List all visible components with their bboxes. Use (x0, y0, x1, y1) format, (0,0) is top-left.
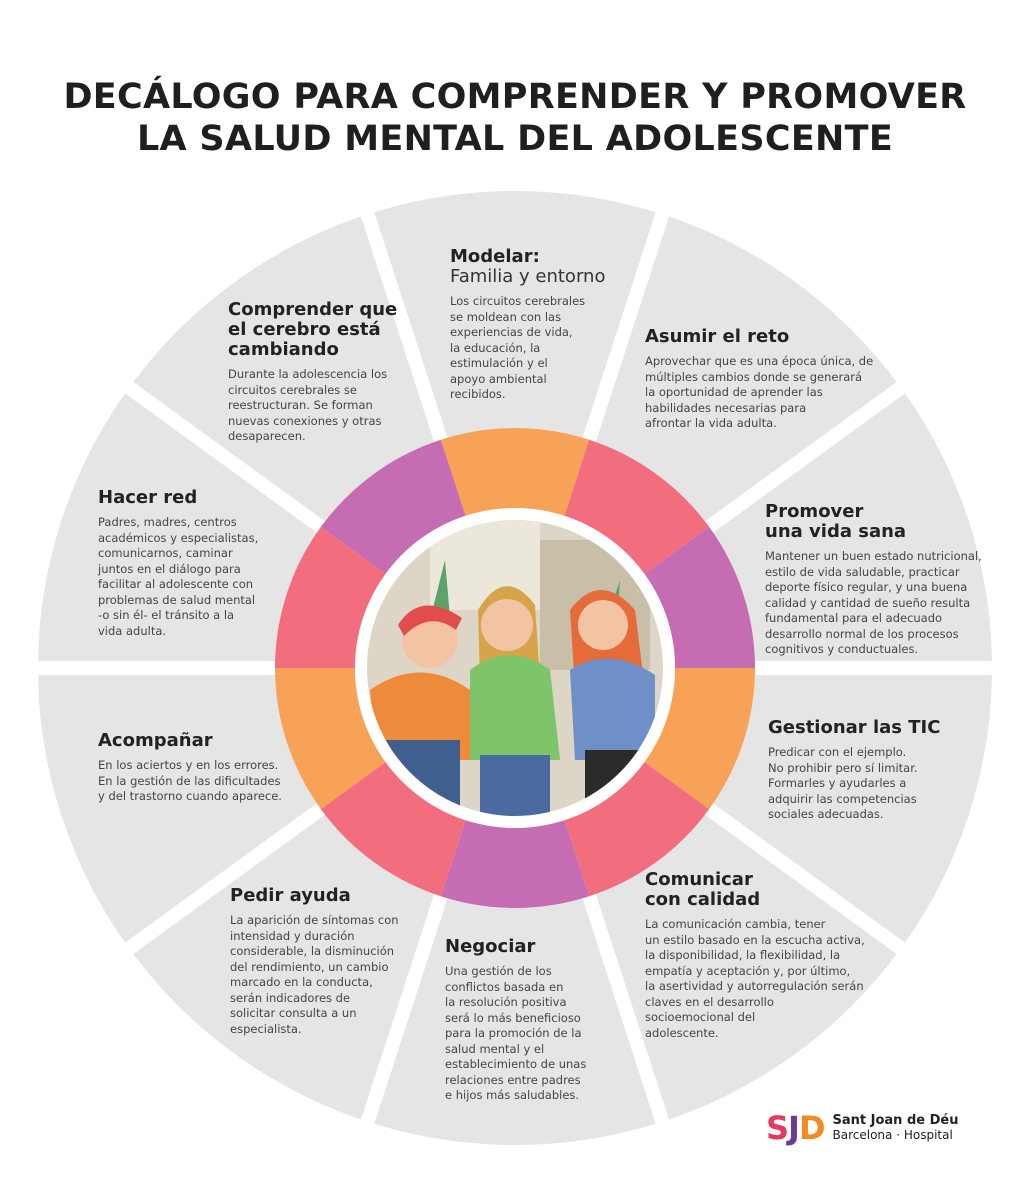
segment-body: Los circuitos cerebrales se moldean con las experiencias de vida, la educación, la estimulación y el apoyo ambiental recibidos. (450, 294, 586, 401)
segment-text-hacer-red (98, 488, 258, 639)
segment-title: Pedir ayuda (230, 885, 351, 906)
sjd-logo (766, 1109, 959, 1147)
segment-text-comprender-cerebro (228, 300, 397, 445)
ring-segment-1 (441, 428, 589, 516)
segment-text-comunicar-calidad (645, 870, 865, 1041)
segment-text-negociar (445, 937, 586, 1104)
title-line-2: LA SALUD MENTAL DEL ADOLESCENTE (136, 119, 894, 159)
segment-body: Aprovechar que es una época única, de múltiples cambios donde se generará la oportunidad de aprender las habilidades necesarias para afrontar la vida adulta. (645, 354, 874, 430)
logo-name: Sant Joan de Déu (832, 1113, 959, 1128)
segment-title: Modelar: (450, 246, 540, 267)
segment-body: Predicar con el ejemplo. No prohibir pero sí limitar. Formarles y ayudarles a adquirir las competencias sociales adecuadas. (768, 745, 918, 821)
segment-body: La comunicación cambia, tener un estilo basado en la escucha activa, la disponibilidad, la flexibilidad, la empatía y aceptación y, por último, la asertividad y autorregulación serán claves en el desarrollo socioemocional del adolescente. (645, 917, 865, 1040)
center-illustration (355, 508, 675, 828)
segment-body: Padres, madres, centros académicos y especialistas, comunicarnos, caminar juntos en el diálogo para facilitar al adolescente con problemas de salud mental -o sin él- el tránsito a la vida adulta. (98, 515, 259, 638)
segment-body: La aparición de síntomas con intensidad y duración considerable, la disminución del rendimiento, un cambio marcado en la conducta, serán indicadores de solicitar consulta a un especialista. (230, 913, 399, 1036)
segment-title: Asumir el reto (645, 326, 790, 347)
segment-text-promover-vida-sana (765, 502, 982, 658)
segment-body: En los aciertos y en los errores. En la gestión de las dificultades y del trastorno cuando aparece. (98, 758, 282, 803)
segment-body: Una gestión de los conflictos basada en la resolución positiva será lo más beneficioso para la promoción de la salud mental y el establecimiento de unas relaciones entre padres e hijos más saludables. (445, 964, 587, 1102)
segment-text-modelar (450, 247, 605, 403)
segment-title: Acompañar (98, 730, 213, 751)
ring-segment-6 (441, 820, 589, 908)
sjd-logo-mark: SJD (766, 1109, 825, 1147)
segment-body: Durante la adolescencia los circuitos cerebrales se reestructuran. Se forman nuevas conexiones y otras desaparecen. (228, 367, 388, 443)
segment-title: Promover una vida sana (765, 501, 907, 542)
segment-title: Hacer red (98, 487, 198, 508)
segment-text-acompanar (98, 731, 282, 805)
segment-text-gestionar-tic (768, 718, 940, 823)
segment-title: Gestionar las TIC (768, 717, 941, 738)
segment-text-asumir-el-reto (645, 327, 873, 432)
segment-title: Comunicar con calidad (645, 869, 761, 910)
segment-body: Mantener un buen estado nutricional, estilo de vida saludable, practicar deporte físico regular, y una buena calidad y cantidad de sueño resulta fundamental para el adecuado desarrollo normal de los procesos cognitivos y conductuales. (765, 549, 982, 656)
segment-title: Comprender que el cerebro está cambiando (228, 299, 398, 360)
segment-text-pedir-ayuda (230, 886, 399, 1037)
segment-subtitle: Familia y entorno (450, 266, 606, 287)
logo-subtitle: Barcelona · Hospital (832, 1128, 953, 1142)
segment-title: Negociar (445, 936, 536, 957)
title-line-1: DECÁLOGO PARA COMPRENDER Y PROMOVER (63, 77, 967, 117)
